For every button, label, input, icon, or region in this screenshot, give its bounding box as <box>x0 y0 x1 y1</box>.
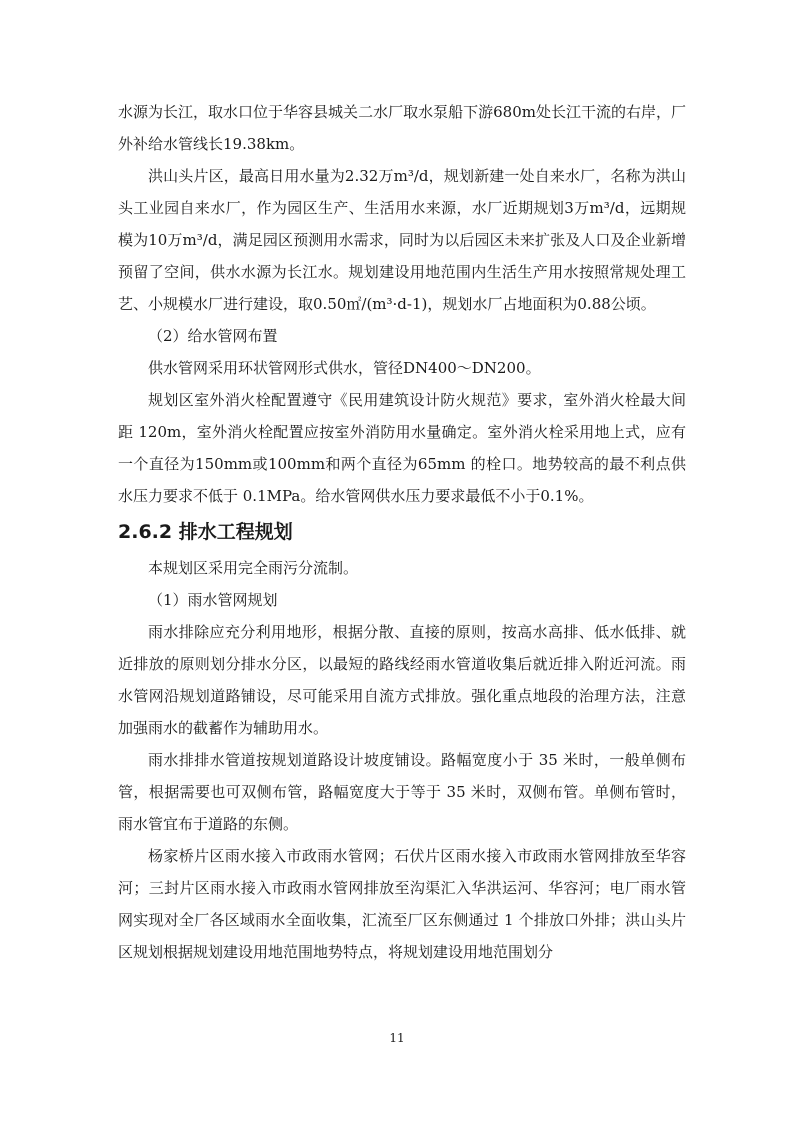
paragraph-stormwater-principles: 雨水排除应充分利用地形，根据分散、直接的原则，按高水高排、低水低排、就近排放的原则划分排水分区，以最短的路线经雨水管道收集后就近排入附近河流。雨水管网沿规划道路铺设，尽可能采用自流方式排放。强化重点地段的治理方法，注意加强雨水的截蓄作为辅助用水。 <box>118 623 686 737</box>
page-number: 11 <box>389 1031 405 1045</box>
paragraph-separate-system: 本规划区采用完全雨污分流制。 <box>148 559 359 577</box>
paragraph-stormwater-pipe-layout: 雨水排排水管道按规划道路设计坡度铺设。路幅宽度小于 35 米时，一般单侧布管，根据需要也可双侧布管，路幅宽度大于等于 35 米时，双侧布管。单侧布管时，雨水管宜布于道路的东侧。 <box>118 751 686 833</box>
paragraph-fire-hydrant: 规划区室外消火栓配置遵守《民用建筑设计防火规范》要求，室外消火栓最大间距 120m，室外消火栓配置应按室外消防用水量确定。室外消火栓采用地上式，应有一个直径为150mm或100mm和两个直径为65mm 的栓口。地势较高的最不利点供水压力要求不低于 0.1MPa。给水管网供水压力要求最低不小于0.1%。 <box>118 391 686 505</box>
subheading-stormwater-network: （1）雨水管网规划 <box>148 591 278 609</box>
section-heading-drainage: 2.6.2 排水工程规划 <box>118 521 293 543</box>
page-body <box>118 96 686 968</box>
paragraph-supply-network-form: 供水管网采用环状管网形式供水，管径DN400～DN200。 <box>148 359 541 377</box>
paragraph-water-source-continued: 水源为长江，取水口位于华容县城关二水厂取水泵船下游680m处长江干流的右岸，厂外补给水管线长19.38km。 <box>118 103 686 153</box>
paragraph-district-stormwater: 杨家桥片区雨水接入市政雨水管网；石伏片区雨水接入市政雨水管网排放至华容河；三封片区雨水接入市政雨水管网排放至沟渠汇入华洪运河、华容河；电厂雨水管网实现对全厂各区域雨水全面收集，汇流至厂区东侧通过 1 个排放口外排；洪山头片区规划根据规划建设用地范围地势特点，将规划建设用地范围划分 <box>118 847 686 961</box>
paragraph-hongshantou-water-plant: 洪山头片区，最高日用水量为2.32万m³/d，规划新建一处自来水厂，名称为洪山头工业园自来水厂，作为园区生产、生活用水来源，水厂近期规划3万m³/d，远期规模为10万m³/d，满足园区预测用水需求，同时为以后园区未来扩张及人口及企业新增预留了空间，供水水源为长江水。规划建设用地范围内生活生产用水按照常规处理工艺、小规模水厂进行建设，取0.50㎡/(m³·d-1)，规划水厂占地面积为0.88公顷。 <box>118 167 686 313</box>
subheading-water-supply-network: （2）给水管网布置 <box>148 327 278 345</box>
